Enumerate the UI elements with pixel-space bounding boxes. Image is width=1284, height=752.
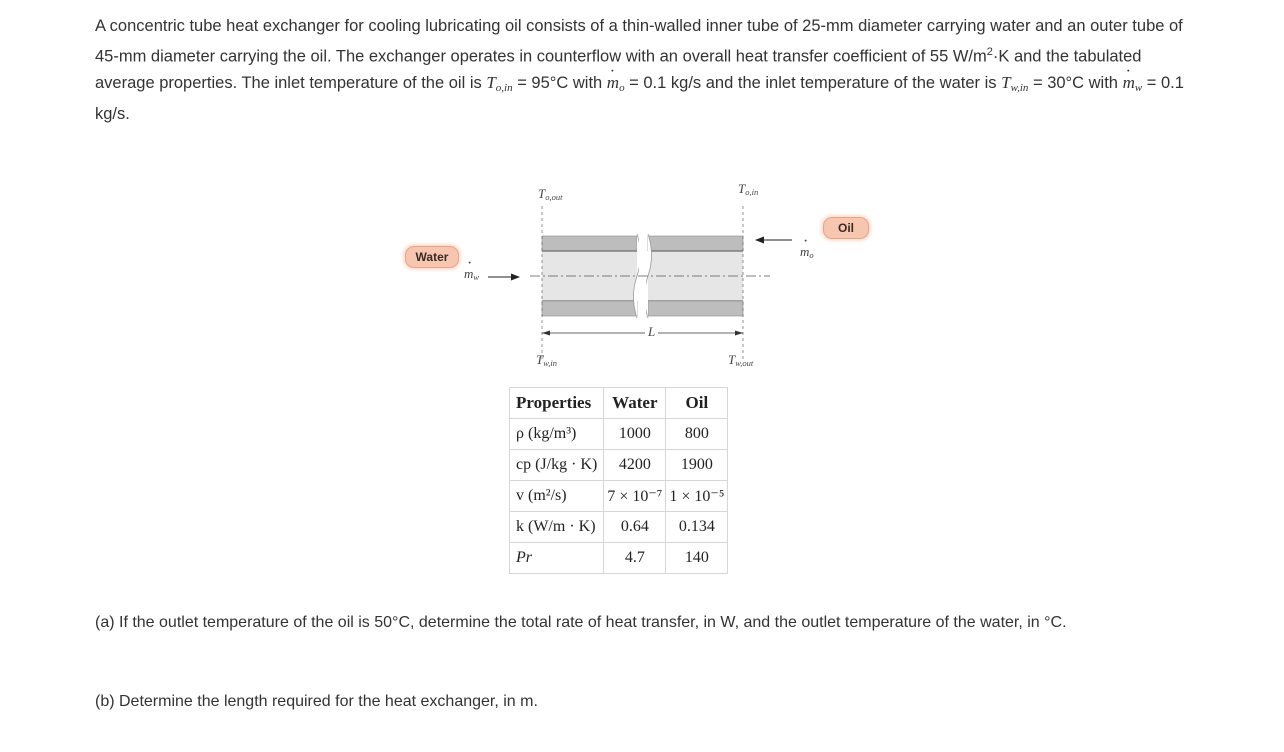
label-sub-w-in: w,in — [543, 358, 558, 368]
label-sub-o-in: o,in — [745, 187, 759, 197]
water-inlet-arrow-icon — [511, 274, 520, 281]
label-m-symbol: · m — [464, 266, 473, 282]
properties-table — [509, 387, 728, 574]
label-t-water-outlet — [728, 352, 753, 368]
table-header-row — [510, 388, 728, 419]
water-badge: Water — [405, 246, 459, 268]
label-sub-o-out: o,out — [545, 192, 563, 202]
table-row — [510, 512, 728, 543]
subscript-o: o — [619, 81, 625, 94]
outer-annulus-top-right — [648, 236, 743, 251]
question-a: (a) If the outlet temperature of the oil is 50°C, determine the total rate of heat transfer, in W, and the outlet temperature of the water, in °C. — [95, 614, 1067, 631]
length-arrow-left-icon — [542, 331, 550, 336]
oil-badge: Oil — [823, 217, 869, 239]
heat-exchanger-figure — [400, 180, 880, 380]
question-b: (b) Determine the length required for the heat exchanger, in m. — [95, 693, 538, 710]
label-t-symbol: T — [538, 186, 546, 201]
cell-oil-viscosity: 1 × 10⁻⁵ — [666, 481, 728, 512]
subscript-o-in: o,in — [495, 81, 513, 94]
problem-text-6: = 0.1 kg/s. — [95, 73, 1184, 123]
table-row — [510, 543, 728, 574]
symbol-t-oil-inlet: T — [486, 72, 496, 92]
row-label-conductivity: k (W/m · K) — [510, 512, 604, 543]
header-oil: Oil — [666, 388, 728, 419]
problem-text-1: A concentric tube heat exchanger for cooling lubricating oil consists of a thin-walled inner tube of 25-mm diameter carrying water and an outer tube of 45-mm diameter carrying the oil. The exchanger operates in counterflow with an overall heat transfer coefficient of 55 W/m — [95, 17, 1183, 66]
oil-inlet-arrow-icon — [755, 237, 764, 244]
superscript-2: 2 — [986, 46, 993, 58]
outer-annulus-top-left — [542, 236, 637, 251]
cell-water-prandtl: 4.7 — [604, 543, 666, 574]
cell-oil-density: 800 — [666, 419, 728, 450]
subscript-w: w — [1134, 81, 1143, 94]
symbol-m-dot-oil: · m — [607, 70, 619, 96]
problem-statement — [95, 13, 1205, 127]
problem-text-4: = 0.1 kg/s and the inlet temperature of the water is — [624, 73, 1002, 92]
length-arrow-right-icon — [735, 331, 743, 336]
cell-oil-prandtl: 140 — [666, 543, 728, 574]
label-t-symbol: T — [536, 352, 544, 367]
label-length: L — [648, 324, 656, 339]
row-label-prandtl: Pr — [510, 543, 604, 574]
problem-text-3: = 95°C with — [512, 73, 607, 92]
cell-water-cp: 4200 — [604, 450, 666, 481]
label-m-symbol: · m — [800, 244, 809, 260]
label-t-oil-outlet — [538, 186, 562, 202]
cell-oil-conductivity: 0.134 — [666, 512, 728, 543]
label-sub-w: w — [473, 272, 480, 282]
label-t-symbol: T — [738, 181, 746, 196]
table-row — [510, 450, 728, 481]
label-sub-w-out: w,out — [735, 358, 754, 368]
cell-water-density: 1000 — [604, 419, 666, 450]
row-label-density: ρ (kg/m³) — [510, 419, 604, 450]
table-row — [510, 481, 728, 512]
row-label-specific-heat: cp (J/kg · K) — [510, 450, 604, 481]
subscript-w-in: w,in — [1010, 81, 1029, 94]
cell-oil-cp: 1900 — [666, 450, 728, 481]
label-t-water-inlet — [536, 352, 557, 368]
problem-text-2: ·K and the tabulated average properties. The inlet temperature of the oil is — [95, 47, 1142, 92]
label-m-dot-water — [464, 266, 479, 282]
symbol-t-water-inlet: T — [1001, 72, 1011, 92]
header-properties: Properties — [510, 388, 604, 419]
table-row — [510, 419, 728, 450]
label-t-oil-inlet — [738, 181, 758, 197]
outer-annulus-bottom-left — [542, 301, 637, 316]
label-sub-o: o — [809, 250, 814, 260]
header-water: Water — [604, 388, 666, 419]
cell-water-conductivity: 0.64 — [604, 512, 666, 543]
problem-text-5: = 30°C with — [1028, 73, 1123, 92]
label-t-symbol: T — [728, 352, 736, 367]
row-label-viscosity: v (m²/s) — [510, 481, 604, 512]
symbol-m-dot-water: · m — [1123, 70, 1135, 96]
outer-annulus-bottom-right — [648, 301, 743, 316]
cell-water-viscosity: 7 × 10⁻⁷ — [604, 481, 666, 512]
label-m-dot-oil — [800, 244, 814, 260]
